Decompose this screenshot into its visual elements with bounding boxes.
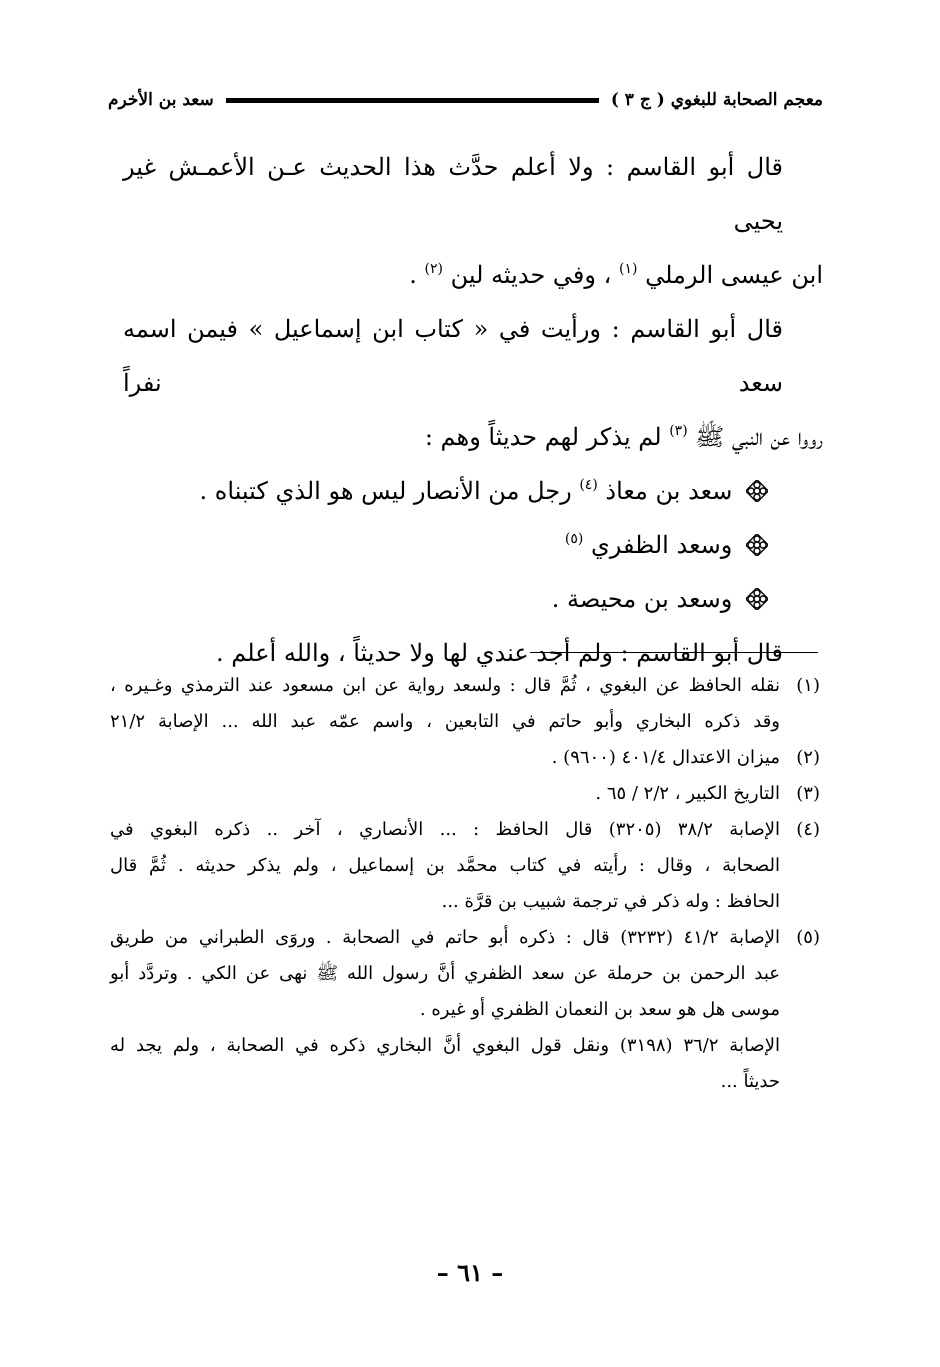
footnote-line: نقله الحافظ عن البغوي ، ثُمَّ قال : ولسعد رواية عن ابن مسعود عند الترمذي وغـيره ، <box>110 675 780 696</box>
flower-ornament-icon <box>746 588 768 610</box>
footnote-ref-2[interactable]: (٢) <box>424 261 443 277</box>
footnote-line: عبد الرحمن بن حرملة عن سعد الظفري أنَّ رسول الله ﷺ نهى عن الكي . وتردَّد أبو <box>110 963 780 984</box>
list-item-3: وسعد بن محيصة . <box>123 572 823 626</box>
footnote-3 <box>110 776 820 812</box>
footnote-5 <box>110 920 820 1028</box>
footnote-number: (٣) <box>796 783 820 804</box>
flower-ornament-icon <box>746 480 768 502</box>
footnote-number: (١) <box>796 675 820 696</box>
book-title: معجم الصحابة للبغوي ( ج ٣ ) <box>610 90 823 110</box>
main-text <box>123 140 823 680</box>
footnote-number: (٥) <box>796 927 820 948</box>
paragraph-2-line-2: رووا عن النبي ﷺ $^{(٣)}$ لم يذكر لهم حديثاً وهم : <box>424 423 823 451</box>
running-header <box>108 86 823 114</box>
footnote-number: (٢) <box>796 747 820 768</box>
footnote-line: ميزان الاعتدال ٤٠١/٤ (٩٦٠٠) . <box>551 747 780 768</box>
paragraph-1-line-2: ابن عيسى الرملي $^{(١)}$ ، وفي حديثه لين $^{(٢)}$ . <box>409 261 823 289</box>
footnote-line: الحافظ : وله ذكر في ترجمة شبيب بن قرَّة ... <box>441 891 780 912</box>
list-item-1: سعد بن معاذ $^{(٤)}$ رجل من الأنصار ليس هو الذي كتبناه . <box>123 464 823 518</box>
footnote-2 <box>110 740 820 776</box>
footnote-separator <box>530 652 818 653</box>
page-number: – ٦١ – <box>436 1258 504 1287</box>
paragraph-2-line-1: قال أبو القاسم : ورأيت في « كتاب ابن إسماعيل » فيمن اسمه سعد نفراً <box>123 315 783 397</box>
footnote-line: موسى هل هو سعد بن النعمان الظفري أو غيره . <box>419 999 780 1020</box>
footnote-line: الإصابة ٣٦/٢ (٣١٩٨) ونقل قول البغوي أنَّ البخاري ذكره في الصحابة ، ولم يجد له <box>110 1035 780 1056</box>
paragraph-1-line-1: قال أبو القاسم : ولا أعلم حدَّث هذا الحديث عـن الأعمـش غير يحيى <box>123 153 783 235</box>
footnote-line: التاريخ الكبير ، ٢/٢ / ٦٥ . <box>595 783 780 804</box>
footnote-4 <box>110 812 820 920</box>
footnote-line: الصحابة ، وقال : رأيته في كتاب محمَّد بن إسماعيل ، ولم يذكر حديثه . ثُمَّ قال <box>110 855 780 876</box>
paragraph-3: قال أبو القاسم : ولم أجد عندي لها ولا حديثاً ، والله أعلم . <box>216 639 783 667</box>
footnote-ref-3[interactable]: (٣) <box>669 423 688 439</box>
footnote-1 <box>110 668 820 740</box>
footnote-line: الإصابة ٤١/٢ (٣٢٣٢) قال : ذكره أبو حاتم في الصحابة . وروَى الطبراني من طريق <box>110 927 780 948</box>
footnote-line: حديثاً ... <box>720 1071 780 1092</box>
footnote-line: وقد ذكره البخاري وأبو حاتم في التابعين ، واسم عمّه عبد الله ... الإصابة ٢١/٢ <box>110 711 780 732</box>
section-title: سعد بن الأخرم <box>108 90 214 110</box>
footnotes <box>110 668 820 1100</box>
footnote-ref-5[interactable]: (٥) <box>564 531 584 547</box>
flower-ornament-icon <box>746 534 768 556</box>
footnote-line: الإصابة ٣٨/٢ (٣٢٠٥) قال الحافظ : ... الأنصاري ، آخر .. ذكره البغوي في <box>110 819 781 840</box>
header-rule <box>226 98 599 103</box>
list-item-2: وسعد الظفري $^{(٥)}$ <box>123 518 823 572</box>
footnote-number: (٤) <box>796 819 820 840</box>
footnote-ref-4[interactable]: (٤) <box>579 477 598 493</box>
footnote-5-continuation <box>110 1028 820 1100</box>
footnote-ref-1[interactable]: (١) <box>619 261 638 277</box>
